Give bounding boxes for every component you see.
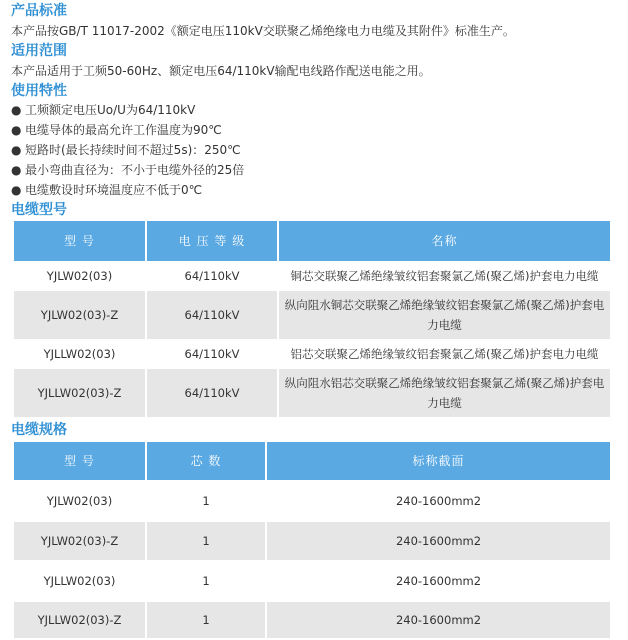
cell-section: 240-1600mm2 — [266, 601, 611, 639]
cell-model: YJLLW02(03) — [13, 340, 146, 368]
feature-item: ● 电缆敷设时环境温度应不低于0℃ — [11, 183, 203, 197]
cell-name: 纵向阻水铝芯交联聚乙烯绝缘皱纹铝套聚氯乙烯(聚乙烯)护套电力电缆 — [278, 368, 611, 418]
standard-heading: 产品标准 — [11, 3, 67, 19]
cell-cores: 1 — [146, 521, 266, 561]
cell-cores: 1 — [146, 561, 266, 601]
feature-item: ● 短路时(最长持续时间不超过5s)：250℃ — [11, 143, 241, 157]
standard-text: 本产品按GB/T 11017-2002《额定电压110kV交联聚乙烯绝缘电力电缆及其附件》标准生产。 — [11, 24, 515, 38]
col-header-model: 型 号 — [13, 441, 146, 481]
cell-model: YJLW02(03)-Z — [13, 290, 146, 340]
cell-model: YJLLW02(03)-Z — [13, 368, 146, 418]
bullet-icon: ● — [11, 143, 22, 157]
table-row — [13, 521, 611, 561]
feature-item: ● 电缆导体的最高允许工作温度为90℃ — [11, 123, 222, 137]
table-row — [13, 290, 611, 340]
feature-item: ● 工频额定电压Uo/U为64/110kV — [11, 103, 196, 117]
cell-name: 铝芯交联聚乙烯绝缘皱纹铝套聚氯乙烯(聚乙烯)护套电力电缆 — [278, 340, 611, 368]
table-header-row — [13, 441, 611, 481]
scope-heading: 适用范围 — [11, 43, 67, 59]
models-heading: 电缆型号 — [11, 202, 67, 218]
cell-model: YJLW02(03) — [13, 262, 146, 290]
cell-section: 240-1600mm2 — [266, 521, 611, 561]
table-row — [13, 601, 611, 639]
models-table — [12, 219, 612, 419]
cell-model: YJLLW02(03)-Z — [13, 601, 146, 639]
col-header-section: 标称截面 — [266, 441, 611, 481]
col-header-name: 名称 — [278, 220, 611, 262]
cell-model: YJLW02(03) — [13, 481, 146, 521]
col-header-model: 型 号 — [13, 220, 146, 262]
cell-name: 铜芯交联聚乙烯绝缘皱纹铝套聚氯乙烯(聚乙烯)护套电力电缆 — [278, 262, 611, 290]
table-row — [13, 481, 611, 521]
cell-section: 240-1600mm2 — [266, 561, 611, 601]
cell-name: 纵向阻水铜芯交联聚乙烯绝缘皱纹铝套聚氯乙烯(聚乙烯)护套电力电缆 — [278, 290, 611, 340]
cell-voltage: 64/110kV — [146, 290, 278, 340]
col-header-cores: 芯 数 — [146, 441, 266, 481]
bullet-icon: ● — [11, 103, 22, 117]
feature-item: ● 最小弯曲直径为：不小于电缆外径的25倍 — [11, 163, 245, 177]
col-header-voltage: 电 压 等 级 — [146, 220, 278, 262]
cell-section: 240-1600mm2 — [266, 481, 611, 521]
cell-cores: 1 — [146, 601, 266, 639]
table-row — [13, 561, 611, 601]
cell-voltage: 64/110kV — [146, 340, 278, 368]
cell-voltage: 64/110kV — [146, 262, 278, 290]
table-row — [13, 368, 611, 418]
bullet-icon: ● — [11, 183, 22, 197]
table-header-row — [13, 220, 611, 262]
features-heading: 使用特性 — [11, 83, 67, 99]
bullet-icon: ● — [11, 163, 22, 177]
specs-table — [12, 440, 612, 640]
cell-model: YJLW02(03)-Z — [13, 521, 146, 561]
cell-cores: 1 — [146, 481, 266, 521]
cell-voltage: 64/110kV — [146, 368, 278, 418]
table-row — [13, 340, 611, 368]
specs-heading: 电缆规格 — [11, 422, 67, 438]
cell-model: YJLLW02(03) — [13, 561, 146, 601]
bullet-icon: ● — [11, 123, 22, 137]
scope-text: 本产品适用于工频50-60Hz、额定电压64/110kV输配电线路作配送电能之用。 — [11, 64, 431, 78]
table-row — [13, 262, 611, 290]
